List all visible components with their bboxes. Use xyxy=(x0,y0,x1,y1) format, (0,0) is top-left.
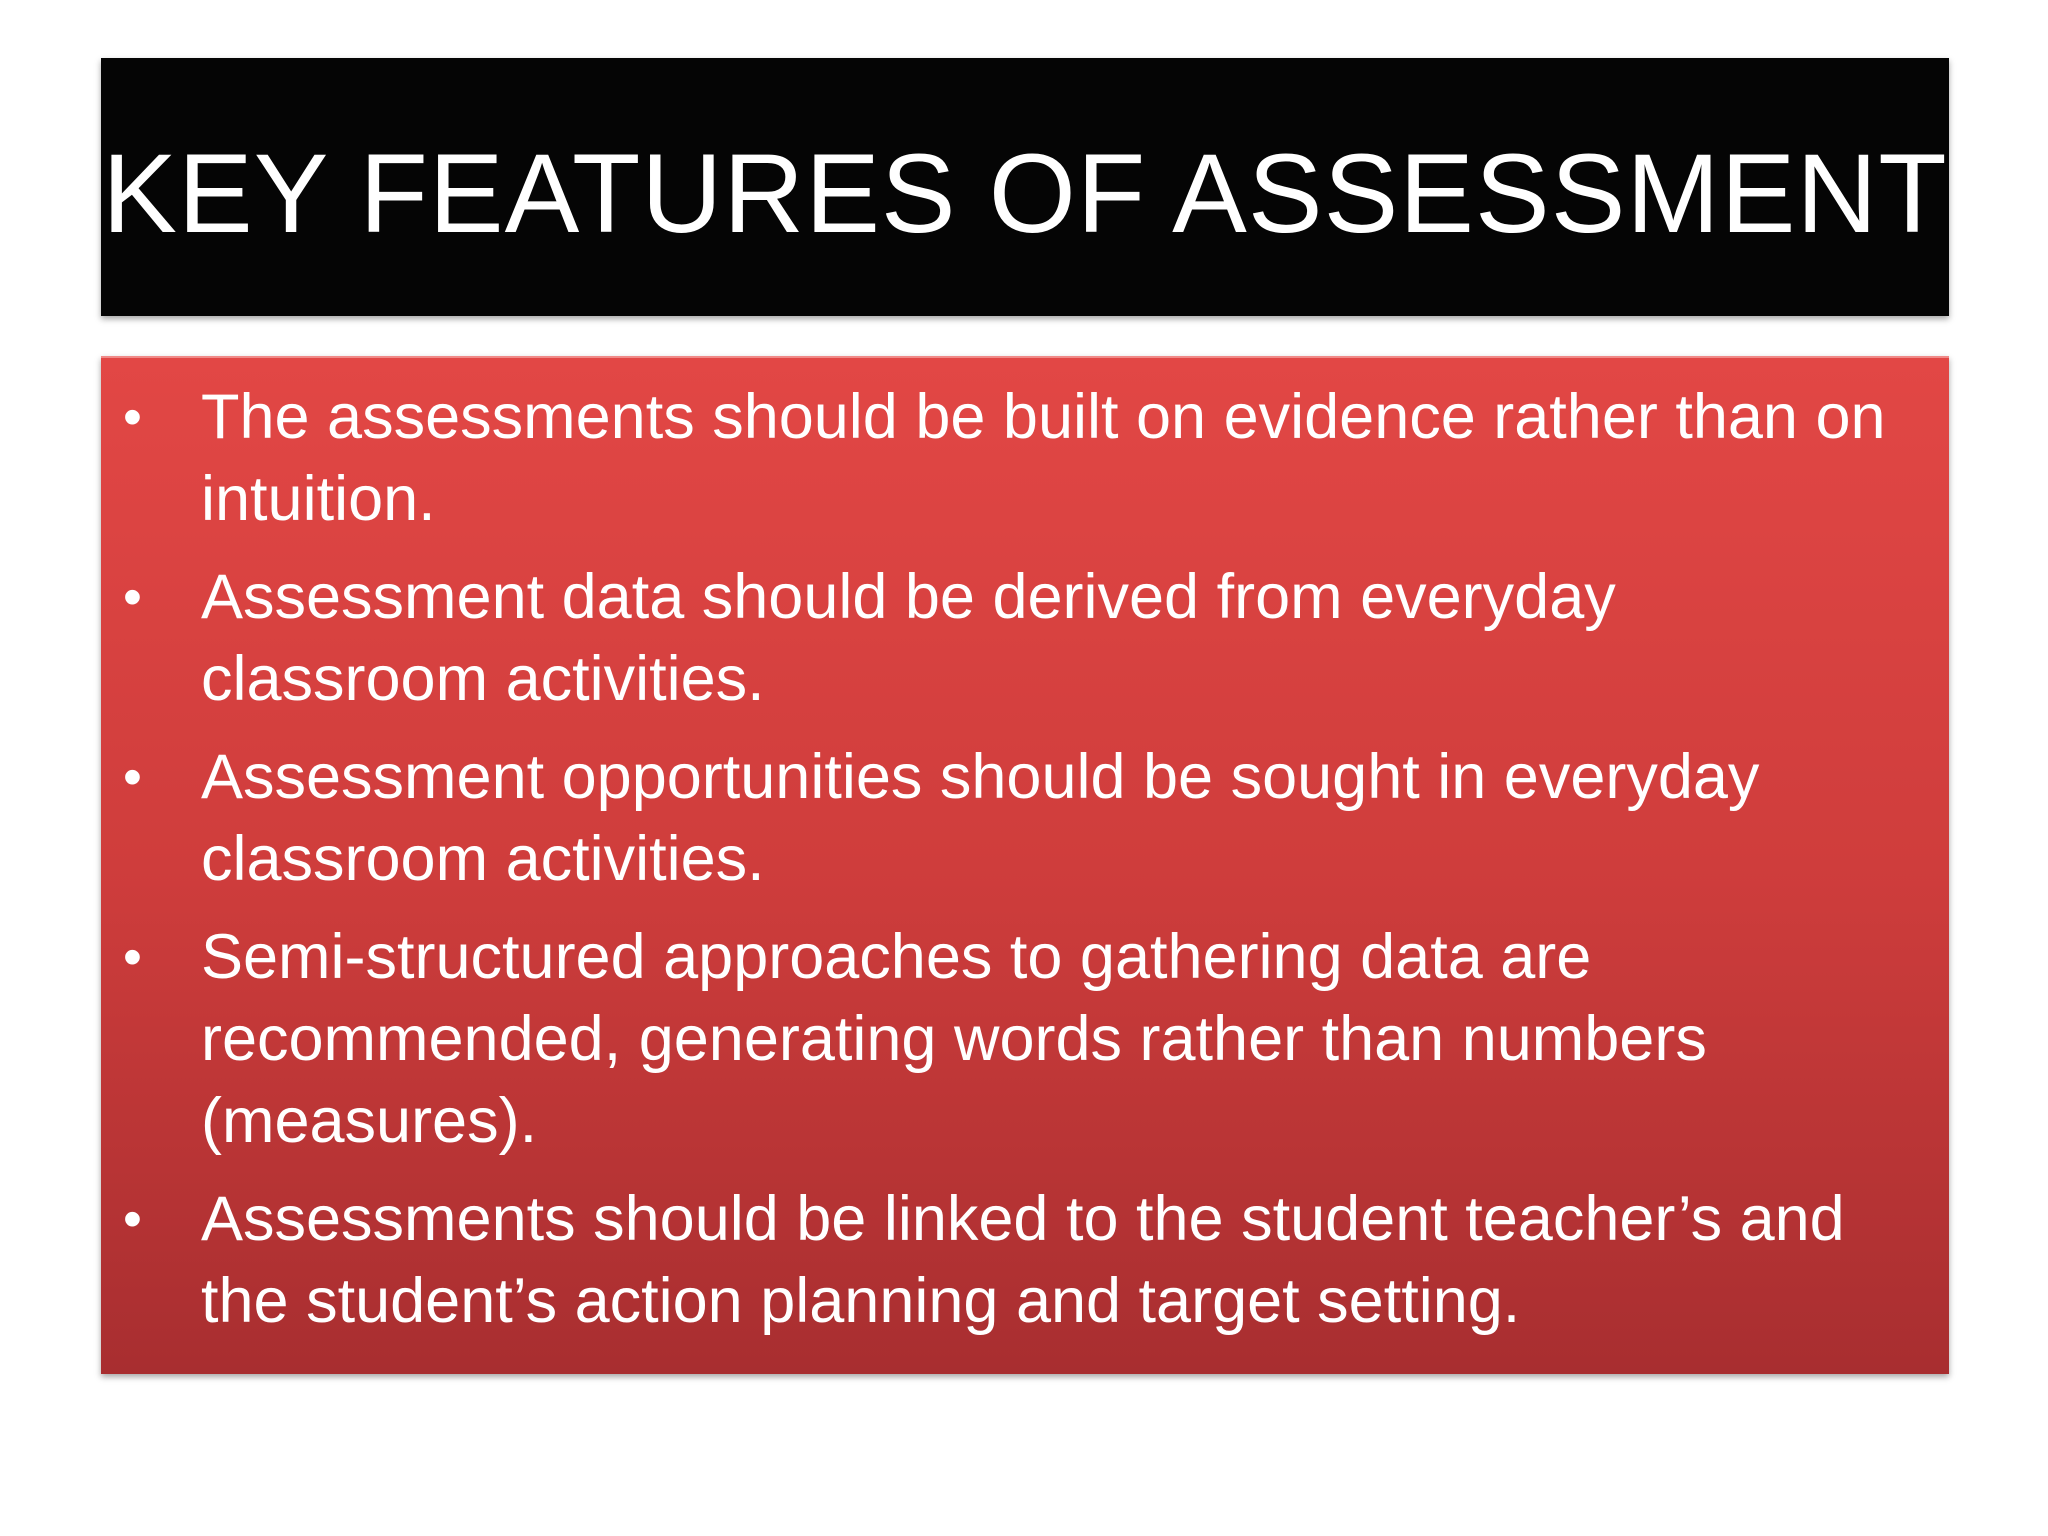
content-panel xyxy=(101,356,1949,1374)
bullet-text: Assessment data should be derived from everyday classroom activities. xyxy=(201,562,1616,714)
title-banner xyxy=(101,58,1949,316)
bullet-text: Semi-structured approaches to gathering data are recommended, generating words rather than numbers (measures). xyxy=(201,922,1707,1156)
slide-title: KEY FEATURES OF ASSESSMENT xyxy=(102,131,1948,256)
bullet-text: Assessments should be linked to the student teacher’s and the student’s action planning and target setting. xyxy=(201,1184,1845,1336)
bullet-item xyxy=(101,556,1909,720)
bullet-item xyxy=(101,916,1909,1162)
bullet-icon: • xyxy=(123,387,142,447)
bullet-item xyxy=(101,736,1909,900)
bullet-icon: • xyxy=(123,747,142,807)
bullet-item xyxy=(101,376,1909,540)
bullet-list xyxy=(101,376,1909,1342)
bullet-icon: • xyxy=(123,927,142,987)
bullet-icon: • xyxy=(123,567,142,627)
bullet-item xyxy=(101,1178,1909,1342)
bullet-text: The assessments should be built on evidence rather than on intuition. xyxy=(201,382,1886,534)
bullet-icon: • xyxy=(123,1189,142,1249)
bullet-text: Assessment opportunities should be sought in everyday classroom activities. xyxy=(201,742,1760,894)
